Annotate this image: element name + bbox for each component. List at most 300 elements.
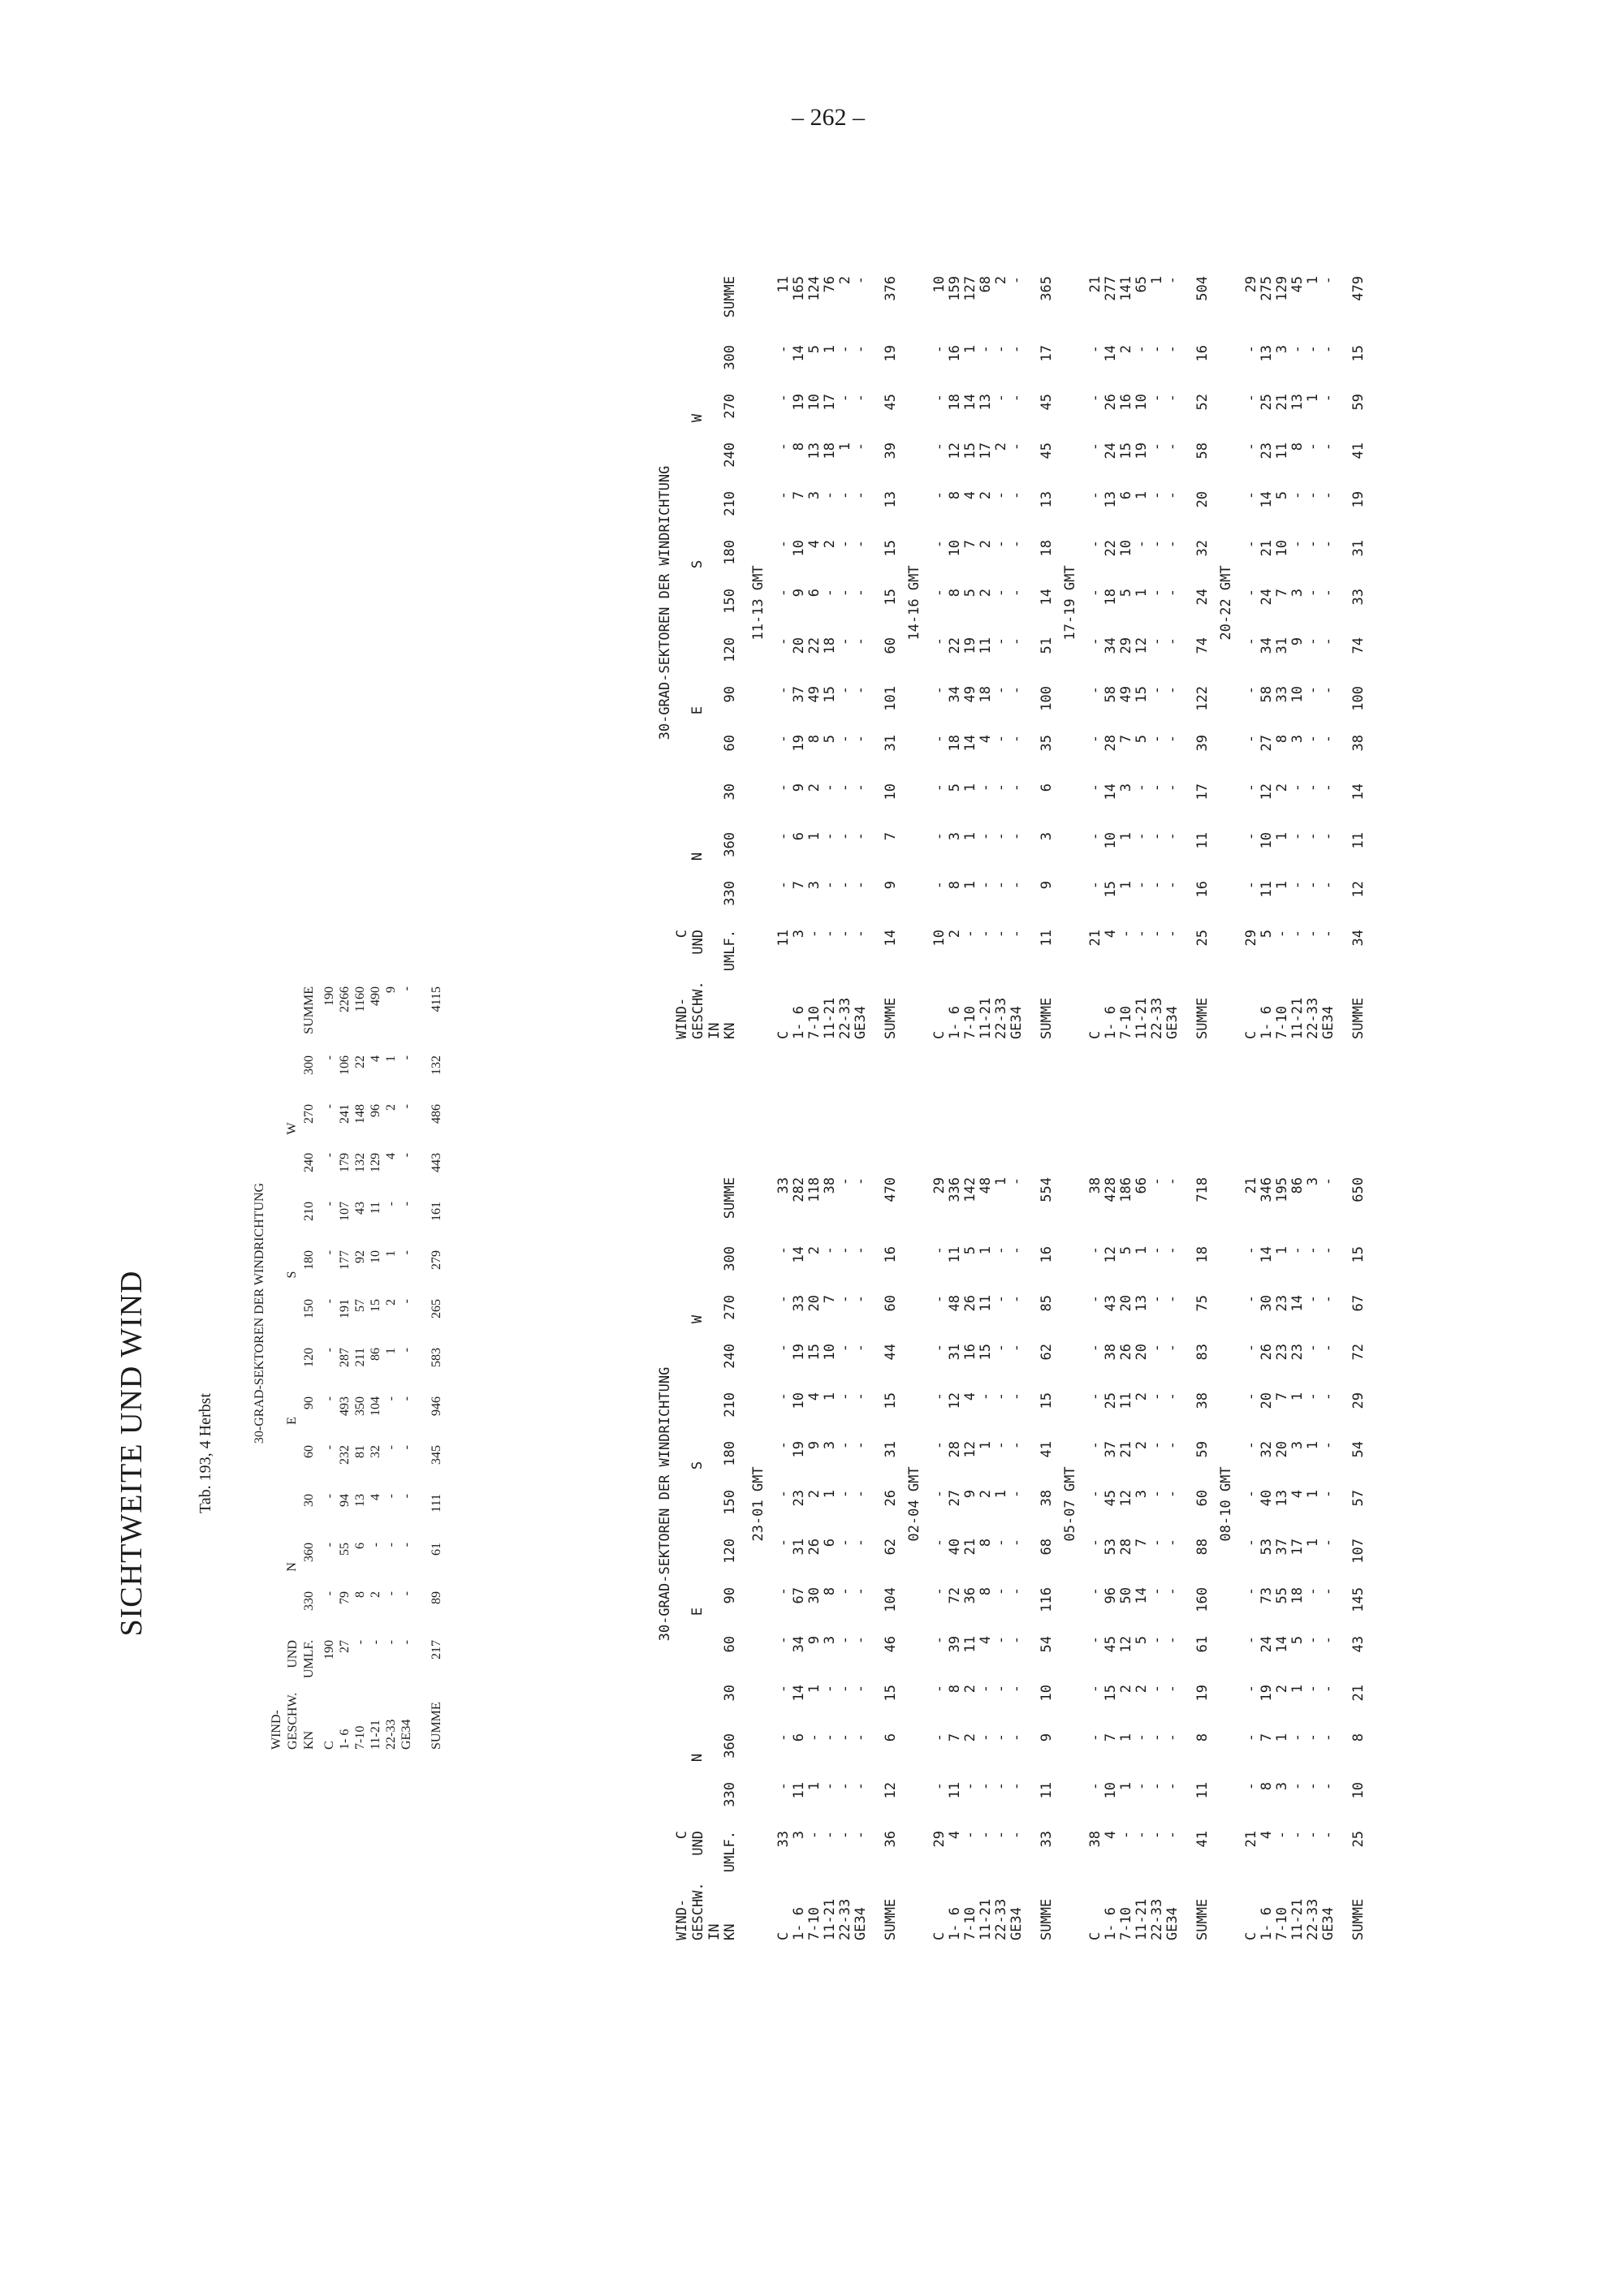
row-label: SUMME <box>430 1702 443 1750</box>
row-label: GE34 <box>1320 1006 1337 1039</box>
table-row <box>776 276 792 1039</box>
header-wind-label: WIND- <box>674 1898 690 1940</box>
table-cell: 3 <box>1039 832 1055 841</box>
table-row <box>932 1177 948 1940</box>
table-cell: - <box>837 1344 853 1353</box>
column-header: 360 <box>722 832 738 857</box>
spacer-cell <box>675 491 690 540</box>
table-cell: - <box>806 1733 823 1742</box>
table-cell: 13 <box>1039 491 1055 508</box>
table-cell: 10 <box>369 1250 382 1263</box>
table-cell: 11 <box>947 1246 963 1263</box>
table-cell: - <box>1305 930 1321 939</box>
table-cell: - <box>1087 1587 1104 1596</box>
table-cell: 21 <box>1350 1685 1367 1702</box>
table-cell: 8 <box>947 1685 963 1694</box>
table-cell: - <box>384 1640 398 1645</box>
table-cell: - <box>1149 1636 1165 1645</box>
header-in-label: IN <box>706 1022 723 1039</box>
table-cell: - <box>1087 832 1104 841</box>
table-cell: 159 <box>947 276 963 301</box>
table-cell: 5 <box>806 345 823 354</box>
column-header: 270 <box>722 1295 738 1320</box>
table-cell: - <box>1289 345 1306 354</box>
table-cell: - <box>1009 637 1025 646</box>
table-cell: - <box>1243 1539 1259 1547</box>
table-cell: - <box>993 1344 1009 1353</box>
compass-label <box>284 1591 301 1640</box>
table-cell: - <box>1149 1539 1165 1547</box>
table-cell: - <box>1243 735 1259 744</box>
table-cell: - <box>1320 1295 1337 1304</box>
table-cell: 3 <box>1118 783 1134 792</box>
table-cell: 145 <box>1350 1587 1367 1612</box>
table-cell: - <box>775 442 792 451</box>
header-row-columns <box>723 276 743 1039</box>
table-cell: 141 <box>1118 276 1134 301</box>
table-row <box>399 986 414 1750</box>
table-cell: 30 <box>806 1587 823 1604</box>
table-cell: 37 <box>1274 1539 1290 1556</box>
table-cell: 21 <box>962 1539 978 1556</box>
table-cell: 19 <box>883 345 899 362</box>
table-cell: - <box>1149 540 1165 549</box>
period-row <box>743 1177 776 1940</box>
table-cell: 2 <box>993 276 1009 285</box>
table-cell: - <box>775 1685 792 1694</box>
table-cell: 29 <box>1350 1392 1367 1409</box>
table-cell: 13 <box>883 491 899 508</box>
table-cell: - <box>837 1392 853 1401</box>
table-cell: 72 <box>947 1587 963 1604</box>
table-cell: - <box>978 1685 994 1694</box>
table-cell: - <box>400 1299 413 1304</box>
table-cell: - <box>775 1782 792 1791</box>
table-cell: - <box>1009 1636 1025 1645</box>
table-cell: - <box>993 1587 1009 1596</box>
table-cell: 1 <box>1118 1782 1134 1791</box>
table-cell: 53 <box>1103 1539 1119 1556</box>
table-cell: 1 <box>1305 276 1321 285</box>
table-cell: - <box>1164 1441 1181 1450</box>
table-row <box>1244 1177 1259 1940</box>
table-cell: 60 <box>1194 1490 1211 1507</box>
row-label: 1- 6 <box>947 1006 963 1039</box>
spacer-cell <box>707 276 723 345</box>
table-cell: - <box>962 1782 978 1791</box>
table-cell: 2 <box>837 276 853 285</box>
table-cell: 7 <box>822 1295 838 1304</box>
table-cell: 1 <box>978 1441 994 1450</box>
table-row <box>853 276 869 1039</box>
table-cell: - <box>384 1494 398 1499</box>
table-cell: - <box>853 394 869 403</box>
table-cell: - <box>931 783 948 792</box>
table-row <box>994 276 1009 1039</box>
table-cell: 148 <box>353 1104 367 1124</box>
table-cell: 17 <box>822 394 838 411</box>
table-cell: - <box>775 1295 792 1304</box>
table-cell: 2 <box>978 589 994 598</box>
table-cell: - <box>1289 930 1306 939</box>
table-row <box>994 1177 1009 1940</box>
table-cell: - <box>1320 394 1337 403</box>
table-cell: 14 <box>1350 783 1367 801</box>
row-label: 1- 6 <box>947 1907 963 1940</box>
row-label: 1- 6 <box>1259 1006 1275 1039</box>
table-cell: 15 <box>1134 686 1150 703</box>
table-cell: - <box>978 1392 994 1401</box>
table-cell: 2 <box>1274 1685 1290 1694</box>
table-cell: 38 <box>1087 1177 1104 1194</box>
spacer-cell <box>269 1640 284 1685</box>
spacer-cell <box>707 394 723 442</box>
table-cell: - <box>853 491 869 500</box>
table-row <box>1290 1177 1306 1940</box>
table-cell: - <box>1164 345 1181 354</box>
table-cell: - <box>1164 1831 1181 1840</box>
table-cell: - <box>1118 930 1134 939</box>
table-cell: - <box>1289 1246 1306 1255</box>
table-cell: - <box>1009 686 1025 695</box>
table-cell: 4 <box>1103 930 1119 939</box>
table-cell: - <box>1320 345 1337 354</box>
table-cell: - <box>1149 394 1165 403</box>
table-cell: - <box>837 1441 853 1450</box>
table-cell: - <box>1320 930 1337 939</box>
table-row <box>792 1177 807 1940</box>
table-cell: - <box>1243 491 1259 500</box>
table-cell: - <box>1087 1782 1104 1791</box>
table-cell: - <box>1087 1344 1104 1353</box>
table-cell: 33 <box>775 1177 792 1194</box>
spacer-cell <box>675 783 690 832</box>
table-cell: - <box>853 1733 869 1742</box>
table-cell: 12 <box>1259 783 1275 801</box>
table-cell: 16 <box>883 1246 899 1263</box>
table-cell: - <box>775 1490 792 1499</box>
row-label: 7-10 <box>1118 1006 1134 1039</box>
row-label: 22-33 <box>993 1898 1009 1940</box>
spacer-cell <box>707 930 723 974</box>
row-label: GE34 <box>1009 1006 1025 1039</box>
table-cell: 72 <box>1350 1344 1367 1361</box>
table-cell: - <box>1320 540 1337 549</box>
table-cell: - <box>1243 1685 1259 1694</box>
table-cell: 10 <box>1289 686 1306 703</box>
table-cell: 15 <box>1118 442 1134 460</box>
header-in-label: IN <box>706 1923 723 1940</box>
table-cell: 31 <box>1350 540 1367 557</box>
table-cell: - <box>837 1782 853 1791</box>
table-cell: - <box>775 1392 792 1401</box>
table-cell: 22 <box>806 637 823 654</box>
table-cell: 5 <box>1289 1636 1306 1645</box>
spacer-cell <box>743 930 776 1039</box>
column-header: 300 <box>722 1246 738 1271</box>
table-cell: - <box>1243 1246 1259 1255</box>
compass-label <box>284 1348 301 1396</box>
period-row <box>1211 1177 1244 1940</box>
table-cell: 1 <box>1289 1685 1306 1694</box>
table-cell: - <box>400 1640 413 1645</box>
row-label: 7-10 <box>962 1006 978 1039</box>
table-cell: - <box>1243 345 1259 354</box>
table-cell: - <box>978 881 994 890</box>
compass-label <box>284 1494 301 1543</box>
table-cell: 94 <box>338 1494 352 1507</box>
column-header: 360 <box>722 1733 738 1759</box>
table-cell: 66 <box>1134 1177 1150 1194</box>
table-cell: 73 <box>1259 1587 1275 1604</box>
table-cell: - <box>1305 1587 1321 1596</box>
table-cell: - <box>1305 1392 1321 1401</box>
table-cell: - <box>322 1543 336 1547</box>
table-cell: - <box>1164 1246 1181 1255</box>
table-cell: - <box>1009 276 1025 285</box>
table-cell: 2 <box>962 1733 978 1742</box>
table-cell: 23 <box>791 1490 807 1507</box>
period-row <box>1055 1177 1088 1940</box>
table-row <box>1088 1177 1104 1940</box>
table-cell: - <box>853 1539 869 1547</box>
table-cell: - <box>931 1685 948 1694</box>
table-cell: - <box>837 540 853 549</box>
table-cell: - <box>993 686 1009 695</box>
column-header: 60 <box>722 1636 738 1653</box>
compass-label <box>690 442 707 491</box>
table-cell: 26 <box>1259 1344 1275 1361</box>
table-cell: - <box>1274 1831 1290 1840</box>
spacer-cell <box>675 686 690 735</box>
table-cell: - <box>1134 345 1150 354</box>
table-cell: 11 <box>1194 1782 1211 1799</box>
table-cell: 9 <box>806 1441 823 1450</box>
table-row <box>1119 1177 1134 1940</box>
table-cell: 2 <box>978 540 994 549</box>
table-cell: - <box>837 1246 853 1255</box>
table-cell: - <box>1009 1782 1025 1791</box>
table-cell: 24 <box>1259 589 1275 606</box>
table-cell: 40 <box>1259 1490 1275 1507</box>
table-cell: 1 <box>1118 1733 1134 1742</box>
table-cell: 104 <box>369 1396 382 1416</box>
table-cell: 4 <box>384 1153 398 1159</box>
table-cell: - <box>837 735 853 744</box>
table-cell: - <box>993 735 1009 744</box>
table-row <box>1009 276 1025 1039</box>
table-cell: 1 <box>1274 832 1290 841</box>
table-cell: 15 <box>806 1344 823 1361</box>
table-cell: 11 <box>1350 832 1367 849</box>
table-cell: 14 <box>1039 589 1055 606</box>
compass-label: S <box>285 1271 299 1279</box>
table-cell: 32 <box>1259 1441 1275 1458</box>
table-cell: - <box>1243 686 1259 695</box>
table-cell: 68 <box>1039 1539 1055 1556</box>
table-cell: 38 <box>1350 735 1367 752</box>
table-cell: 20 <box>1259 1392 1275 1409</box>
table-cell: - <box>1009 1587 1025 1596</box>
table-cell: 504 <box>1194 276 1211 301</box>
spacer-cell <box>269 1299 284 1348</box>
spacer-cell <box>707 881 723 930</box>
spacer-cell <box>675 1392 690 1441</box>
spacer-cell <box>707 1295 723 1344</box>
table-cell: - <box>322 1104 336 1109</box>
sector-title-row <box>658 276 675 1039</box>
table-cell: - <box>1164 637 1181 646</box>
sector-title: 30-GRAD-SEKTOREN DER WINDRICHTUNG <box>657 1366 673 1642</box>
table-cell: 60 <box>883 637 899 654</box>
table-cell: - <box>1305 881 1321 890</box>
table-cell: - <box>853 1177 869 1186</box>
table-cell: 29 <box>1118 637 1134 654</box>
table-cell: 12 <box>1350 881 1367 898</box>
table-cell: 81 <box>353 1445 367 1458</box>
table-cell: - <box>1118 1831 1134 1840</box>
table-cell: 15 <box>1103 881 1119 898</box>
table-cell: - <box>1149 1782 1165 1791</box>
table-cell: 21 <box>1087 276 1104 293</box>
row-label: SUMME <box>1039 997 1055 1039</box>
table-cell: 3 <box>822 1441 838 1450</box>
table-cell: - <box>853 1782 869 1791</box>
table-cell: - <box>837 589 853 598</box>
table-cell: - <box>1009 1246 1025 1255</box>
table-cell: - <box>1164 1587 1181 1596</box>
table-row <box>1181 1177 1211 1940</box>
row-label: C <box>1087 1931 1104 1940</box>
row-label: GE34 <box>1164 1907 1181 1940</box>
table-cell: 279 <box>430 1250 443 1270</box>
table-cell: - <box>1149 1831 1165 1840</box>
spacer-cell <box>707 345 723 394</box>
table-cell: 15 <box>369 1299 382 1312</box>
table-cell: 9 <box>806 1636 823 1645</box>
table-cell: 10 <box>806 394 823 411</box>
table-cell: 15 <box>962 442 978 460</box>
header-geschw-label: GESCHW. <box>286 1692 300 1750</box>
table-cell: 232 <box>338 1445 352 1465</box>
table-cell: 29 <box>1243 276 1259 293</box>
row-label: C <box>322 1741 336 1750</box>
table-cell: - <box>775 1539 792 1547</box>
table-cell: 10 <box>1103 1782 1119 1799</box>
detail-table-left <box>658 1177 1367 1940</box>
header-umlf-label: UMLF. <box>722 930 738 972</box>
table-cell: 1 <box>962 783 978 792</box>
table-cell: - <box>1149 1344 1165 1353</box>
table-cell: - <box>384 1591 398 1596</box>
table-cell: 8 <box>978 1539 994 1547</box>
table-cell: 25 <box>1350 1831 1367 1848</box>
table-cell: 650 <box>1350 1177 1367 1202</box>
table-cell: 8 <box>353 1591 367 1598</box>
row-label: 22-33 <box>993 997 1009 1039</box>
table-cell: - <box>775 394 792 403</box>
table-cell: 8 <box>978 1587 994 1596</box>
table-cell: - <box>931 540 948 549</box>
table-cell: 17 <box>1194 783 1211 801</box>
table-cell: 14 <box>791 1246 807 1263</box>
table-cell: 1 <box>1274 1733 1290 1742</box>
table-cell: 38 <box>1103 1344 1119 1361</box>
row-label: 22-33 <box>1305 1898 1321 1940</box>
table-cell: 275 <box>1259 276 1275 301</box>
header-row-geschw <box>690 276 707 1039</box>
table-cell: 6 <box>353 1543 367 1549</box>
table-row <box>352 986 368 1750</box>
row-label: SUMME <box>883 1898 899 1940</box>
table-cell: - <box>775 345 792 354</box>
table-cell: - <box>384 1543 398 1547</box>
table-cell: 54 <box>1350 1441 1367 1458</box>
column-header: 240 <box>722 1344 738 1369</box>
table-cell: - <box>853 589 869 598</box>
table-cell: - <box>322 1591 336 1596</box>
spacer-cell <box>675 735 690 783</box>
table-cell: 9 <box>1039 881 1055 890</box>
table-cell: 18 <box>822 442 838 460</box>
table-cell: 28 <box>1118 1539 1134 1556</box>
table-cell: - <box>1164 1685 1181 1694</box>
table-cell: 8 <box>1259 1782 1275 1791</box>
sector-title: 30-GRAD-SEKTOREN DER WINDRICHTUNG <box>657 465 673 740</box>
table-cell: 493 <box>338 1396 352 1416</box>
table-cell: - <box>993 1295 1009 1304</box>
table-cell: - <box>775 881 792 890</box>
spacer-cell <box>707 783 723 832</box>
row-label: SUMME <box>1350 997 1367 1039</box>
table-cell: 28 <box>947 1441 963 1458</box>
table-cell: 142 <box>962 1177 978 1202</box>
table-cell: 132 <box>430 1055 443 1075</box>
column-header: 90 <box>302 1396 316 1409</box>
table-cell: 74 <box>1194 637 1211 654</box>
table-cell: - <box>978 832 994 841</box>
table-cell: - <box>853 783 869 792</box>
table-cell: 191 <box>338 1299 352 1318</box>
column-header: 150 <box>722 1490 738 1515</box>
table-cell: 1 <box>1134 491 1150 500</box>
table-cell: 100 <box>1039 686 1055 711</box>
table-cell: - <box>993 345 1009 354</box>
table-cell: 13 <box>353 1494 367 1507</box>
row-label: 22-33 <box>1149 997 1165 1039</box>
row-label: 22-33 <box>1149 1898 1165 1940</box>
table-cell: 24 <box>1194 589 1211 606</box>
row-label: C <box>775 1030 792 1039</box>
table-cell: 6 <box>806 589 823 598</box>
compass-label <box>284 1299 301 1348</box>
table-cell: - <box>1243 1295 1259 1304</box>
table-cell: 19 <box>1350 491 1367 508</box>
table-cell: - <box>853 1831 869 1840</box>
table-cell: 4 <box>978 1636 994 1645</box>
table-cell: - <box>1243 1733 1259 1742</box>
table-cell: 1 <box>993 1490 1009 1499</box>
table-cell: - <box>822 491 838 500</box>
table-cell: 106 <box>338 1055 352 1075</box>
table-cell: - <box>837 1733 853 1742</box>
table-cell: 241 <box>338 1104 352 1124</box>
column-header: 180 <box>302 1250 316 1270</box>
table-cell: 31 <box>883 735 899 752</box>
spacer-cell <box>1211 930 1244 1039</box>
table-cell: - <box>1009 1392 1025 1401</box>
table-cell: - <box>822 1733 838 1742</box>
